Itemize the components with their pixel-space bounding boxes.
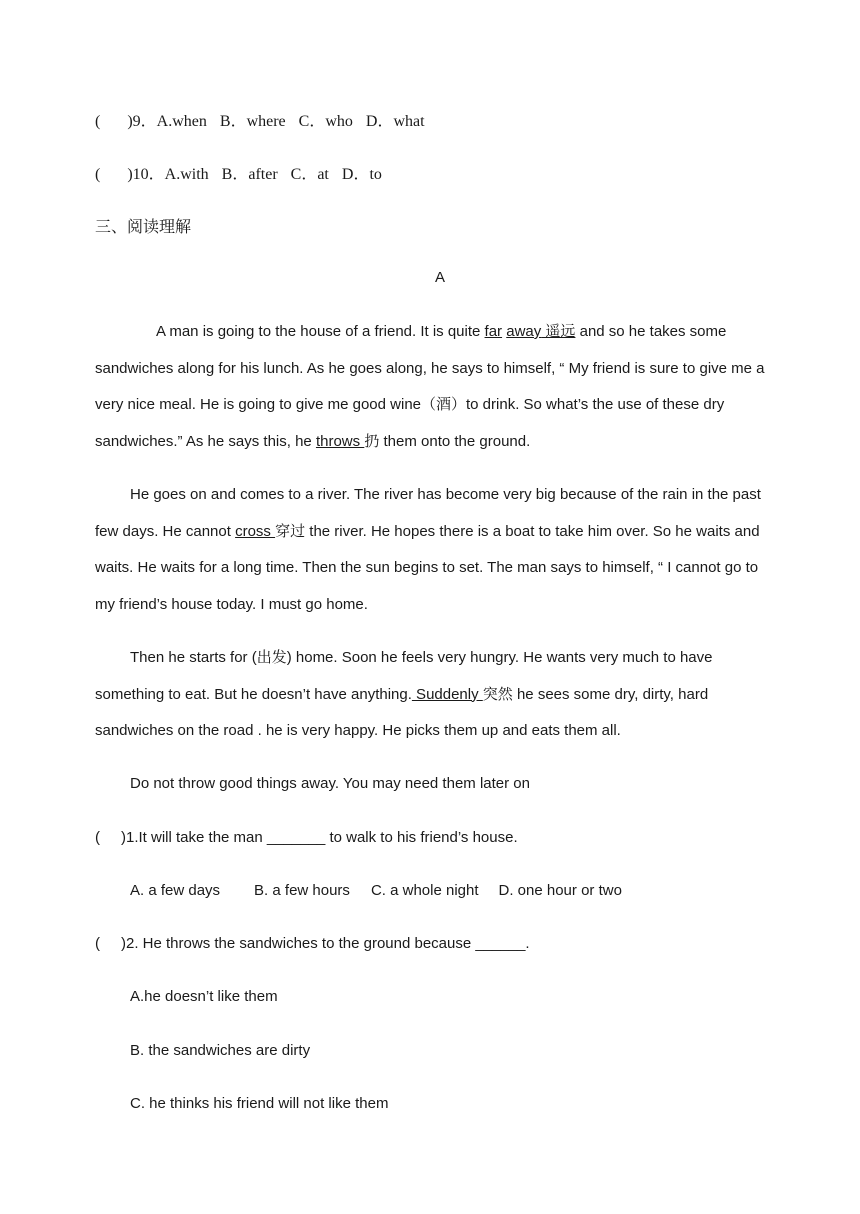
question-number: )10． xyxy=(127,166,165,183)
question-text: )2. He throws the sandwiches to the ground because ______. xyxy=(121,935,530,952)
vocab-cross: cross xyxy=(235,522,276,540)
option-a: A.with xyxy=(164,166,209,183)
answer-paren: ( xyxy=(95,113,101,130)
answer-paren: ( xyxy=(95,829,100,846)
cloze-question-9 xyxy=(95,108,425,131)
question-number: )9． xyxy=(127,113,157,130)
option-b: B. a few hours xyxy=(254,882,350,899)
vocab-throws: throws xyxy=(315,432,365,450)
option-b: B．after xyxy=(221,166,278,183)
reading-question-2 xyxy=(95,935,530,952)
option-c: C．who xyxy=(298,113,353,130)
answer-paren: ( xyxy=(95,935,100,952)
option-c: C．at xyxy=(290,166,329,183)
option-d: D. one hour or two xyxy=(498,882,622,899)
passage-paragraph-3: Then he starts for (出发) home. Soon he feels very hungry. He wants very much to have something to eat. But he doesn’t have anything. Suddenly 突然 he sees some dry, dirty, hard sandwiches on the road . he is very happy. He picks them up and eats them all. xyxy=(95,649,713,739)
option-c: C. a whole night xyxy=(370,882,479,899)
option-d: D．to xyxy=(341,166,382,183)
passage-moral: Do not throw good things away. You may need them later on xyxy=(130,775,530,792)
gloss-turan: 突然 xyxy=(482,685,513,703)
passage-paragraph-2: He goes on and comes to a river. The river has become very big because of the rain in the past few days. He cannot cross 穿过 the river. He hopes there is a boat to take him over. So he waits and waits. He waits for a long time. Then the sun begins to set. The man says to himself, “ I cannot go to my friend’s house today. I must go home. xyxy=(95,486,761,613)
section-heading: 三、阅读理解 xyxy=(95,219,192,236)
answer-paren: ( xyxy=(95,166,101,183)
reading-question-2-option-b: B. the sandwiches are dirty xyxy=(130,1042,311,1059)
option-b: B．where xyxy=(219,113,286,130)
option-a: A. a few days xyxy=(130,882,221,899)
gloss-yaoyuan: 遥远 xyxy=(541,323,576,340)
option-a: A.when xyxy=(156,113,207,130)
gloss-reng: 扔 xyxy=(364,432,380,450)
reading-question-1 xyxy=(95,829,518,846)
reading-question-2-option-a: A.he doesn’t like them xyxy=(130,988,278,1005)
cloze-question-10 xyxy=(95,161,382,184)
passage-label: A xyxy=(434,269,445,286)
vocab-far: far xyxy=(484,323,503,340)
vocab-away: away xyxy=(506,323,542,340)
vocab-suddenly: Suddenly xyxy=(411,685,483,703)
reading-question-2-option-c: C. he thinks his friend will not like them xyxy=(130,1095,389,1112)
question-text: )1.It will take the man _______ to walk to his friend’s house. xyxy=(121,829,518,846)
option-d: D．what xyxy=(365,113,425,130)
reading-question-1-options xyxy=(130,882,622,899)
passage-paragraph-1: A man is going to the house of a friend. It is quite far away 遥远 and so he takes some sandwiches along for his lunch. As he goes along, he says to himself, “ My friend is sure to give me a very nice meal. He is going to give me good wine（酒）to drink. So what’s the use of these dry sandwiches.” As he says this, he throws 扔 them onto the ground. xyxy=(95,323,765,450)
gloss-chuanguo: 穿过 xyxy=(275,522,306,540)
